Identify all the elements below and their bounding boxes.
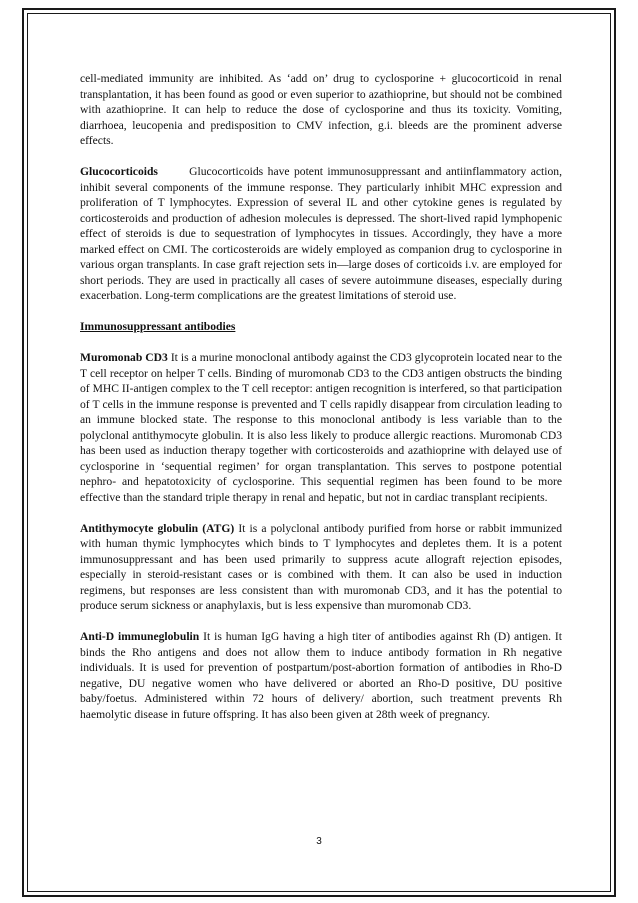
- paragraph-anti-d: [80, 629, 562, 722]
- term-glucocorticoids: Glucocorticoids: [80, 165, 158, 178]
- section-heading-antibodies: Immunosuppressant antibodies: [80, 320, 236, 333]
- paragraph-text: It is a polyclonal antibody purified from horse or rabbit immunized with human thymic lymphocytes which binds to T lymphocytes and depletes them. It is a potent immunosuppressant and has been used primarily to suppress acute allograft rejection episodes, especially in steroid-resistant cases or is combined with them. It can also be used in induction regimens, but responses are less consistent than with muromonab CD3, and it has the potential to produce serum sickness or anaphylaxis, but is less expensive than muromonab CD3.: [80, 521, 562, 612]
- term-muromonab-cd3: Muromonab CD3: [80, 351, 168, 364]
- paragraph-text: cell-mediated immunity are inhibited. As ‘add on’ drug to cyclosporine + glucocorticoid in renal transplantation, it has been found as good or even superior to azathioprine, but should not be combined with azathioprine. It can help to reduce the dose of cyclosporine and thus its toxicity. Vomiting, diarrhoea, leucopenia and predisposition to CMV infection, g.i. bleeds are the prominent adverse effects.: [80, 72, 562, 147]
- paragraph-atg: [80, 521, 562, 614]
- paragraph-text: Glucocorticoids have potent immunosuppressant and antiinflammatory action, inhibit several components of the immune response. They particularly inhibit MHC expression and proliferation of T lymphocytes. Expression of several IL and other cytokine genes is regulated by corticosteroids and production of adhesion molecules is depressed. The short-lived rapid lymphopenic effect of steroids is due to sequestration of lymphocytes in tissues. Accordingly, they have a more marked effect on CMI. The corticosteroids are widely employed as companion drug to cyclosporine in various organ transplants. In case graft rejection sets in—large doses of corticoids i.v. are employed for short periods. They are used in practically all cases of severe autoimmune diseases, especially during exacerbation. Long-term complications are the greatest limitations of steroid use.: [80, 165, 562, 302]
- document-body: [80, 71, 562, 738]
- term-anti-d: Anti-D immuneglobulin: [80, 630, 200, 643]
- term-atg: Antithymocyte globulin (ATG): [80, 521, 235, 535]
- paragraph-text: It is a murine monoclonal antibody against the CD3 glycoprotein located near to the T cell receptor on helper T cells. Binding of muromonab CD3 to the CD3 antigen obstructs the binding of MHC II-antigen complex to the T cell receptor: antigen recognition is interfered, so that participation of T cells in the immune response is prevented and T cells rapidly disappear from circulation leading to an immune blocked state. The response to this monoclonal antibody is less variable than to the polyclonal antithymocyte globulin. It is also less likely to produce allergic reactions. Muromonab CD3 has been used as induction therapy together with corticosteroids and azathioprine with delayed use of cyclosporine in ‘sequential regimen’ for organ transplantation. This serves to postpone potential nephro- and hepatotoxicity of cyclosporine. This sequential regimen has been found to be more effective than the standard triple therapy in renal and hepatic, but not in cardiac transplant recipients.: [80, 351, 562, 504]
- paragraph-glucocorticoids: [80, 164, 562, 304]
- page-number: 3: [316, 836, 322, 847]
- paragraph-muromonab: [80, 350, 562, 505]
- paragraph-text: It is human IgG having a high titer of antibodies against Rh (D) antigen. It binds the Rho antigens and does not allow them to induce antibody formation in Rh negative individuals. It is used for prevention of postpartum/post-abortion formation of antibodies in Rho-D negative, DU negative women who have delivered or aborted an Rho-D positive, DU positive baby/foetus. Administered within 72 hours of delivery/ abortion, such treatment prevents Rh haemolytic disease in future offspring. It has also been given at 28th week of pregnancy.: [80, 630, 562, 721]
- paragraph-mycophenolate-continued: [80, 71, 562, 149]
